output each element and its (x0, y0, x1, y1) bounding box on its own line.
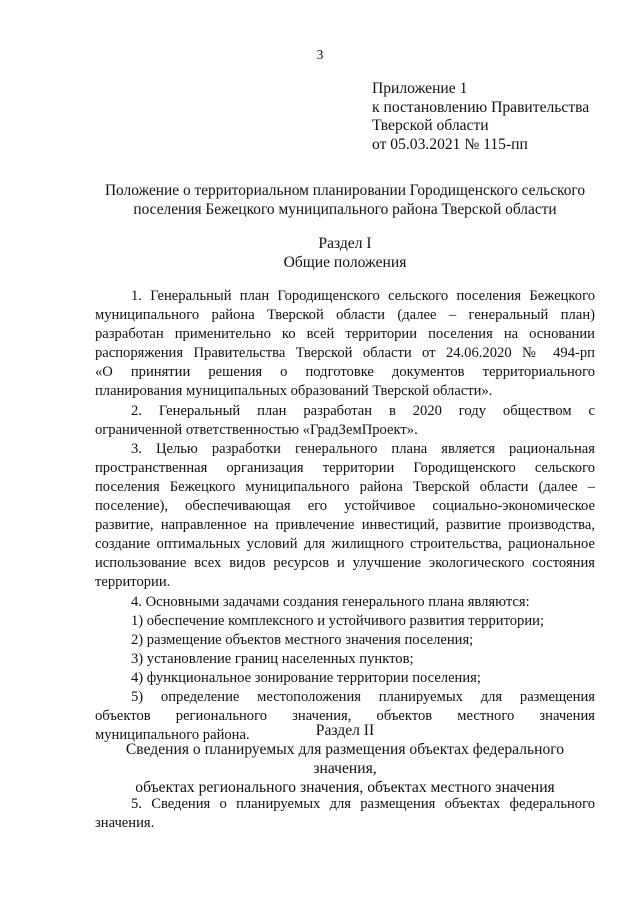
text-line: 5) определение местоположения планируемых для размещения (131, 688, 595, 705)
text-line: объектов регионального значения, объектов местного значения (95, 708, 595, 725)
text-line: 3. Целью разработки генерального плана является рациональная (131, 440, 595, 457)
text-line: создание оптимальных условий для жилищного строительства, рациональное (95, 536, 595, 553)
annex-line: к постановлению Правительства (372, 98, 590, 116)
section-number: Раздел II (315, 722, 375, 739)
text-line: 4. Основными задачами создания генерального плана являются: (131, 593, 530, 610)
text-line: 1. Генеральный план Городищенского сельского поселения Бежецкого (131, 288, 595, 304)
section-1-heading (95, 234, 595, 272)
text-line: пространственная организация территории Городищенского сельского (95, 459, 595, 476)
annex-line: от 05.03.2021 № 115-пп (372, 135, 528, 153)
text-line: значения. (95, 815, 155, 832)
section-2-body (95, 795, 595, 833)
text-line: 5. Сведения о планируемых для размещения объектах федерального (131, 796, 595, 812)
list-item: 2) размещение объектов местного значения поселения; (131, 631, 474, 648)
title-line: Положение о территориальном планировании Городищенского сельского (104, 182, 586, 199)
task-list (95, 612, 595, 688)
document-title (100, 181, 590, 219)
section-2-heading (95, 721, 595, 797)
section-title: объектах регионального значения, объектах местного значения (135, 779, 555, 796)
text-line: планирования муниципальных образований Тверской области». (95, 383, 493, 400)
text-line: развитие, направленное на привлечение инвестиций, развитие производства, (95, 517, 595, 534)
page-number: 3 (316, 47, 324, 62)
text-line: муниципального района Тверской области (далее – генеральный план) (95, 307, 595, 324)
section-1-body (95, 287, 595, 745)
text-line: «О принятии решения о подготовке документов территориального (95, 364, 595, 381)
list-item: 4) функциональное зонирование территории поселения; (131, 669, 481, 686)
title-line: поселения Бежецкого муниципального района Тверской области (133, 201, 557, 218)
text-line: ограниченной ответственностью «ГрадЗемПроект». (95, 421, 418, 438)
annex-line: Тверской области (372, 117, 489, 134)
annex-block (372, 80, 589, 154)
text-line: 2. Генеральный план разработан в 2020 году обществом с (131, 402, 595, 419)
text-line: использование всех видов ресурсов и улучшение экологического состояния (95, 555, 595, 572)
text-line: муниципального района. (95, 727, 250, 744)
paragraph-2 (95, 402, 595, 440)
text-line: поселение), обеспечивающая его устойчивое социально-экономическое (95, 498, 595, 515)
list-item: 3) установление границ населенных пунктов; (131, 650, 414, 667)
paragraph-3 (95, 440, 595, 593)
paragraph-5 (95, 795, 595, 833)
section-number: Раздел I (318, 235, 372, 252)
text-line: распоряжения Правительства Тверской области от 24.06.2020 № 494-рп (95, 345, 595, 362)
paragraph-1 (95, 287, 595, 402)
text-line: территории. (95, 574, 171, 591)
list-item: 1) обеспечение комплексного и устойчивого развития территории; (131, 612, 545, 629)
paragraph-4 (95, 593, 595, 612)
section-title: Сведения о планируемых для размещения объектах федерального значения, (125, 741, 565, 777)
annex-line: Приложение 1 (372, 80, 468, 97)
text-line: разработан применительно ко всей территории поселения на основании (95, 326, 595, 343)
text-line: поселения Бежецкого муниципального района Тверской области (далее – (95, 478, 595, 495)
section-title: Общие положения (283, 254, 407, 271)
